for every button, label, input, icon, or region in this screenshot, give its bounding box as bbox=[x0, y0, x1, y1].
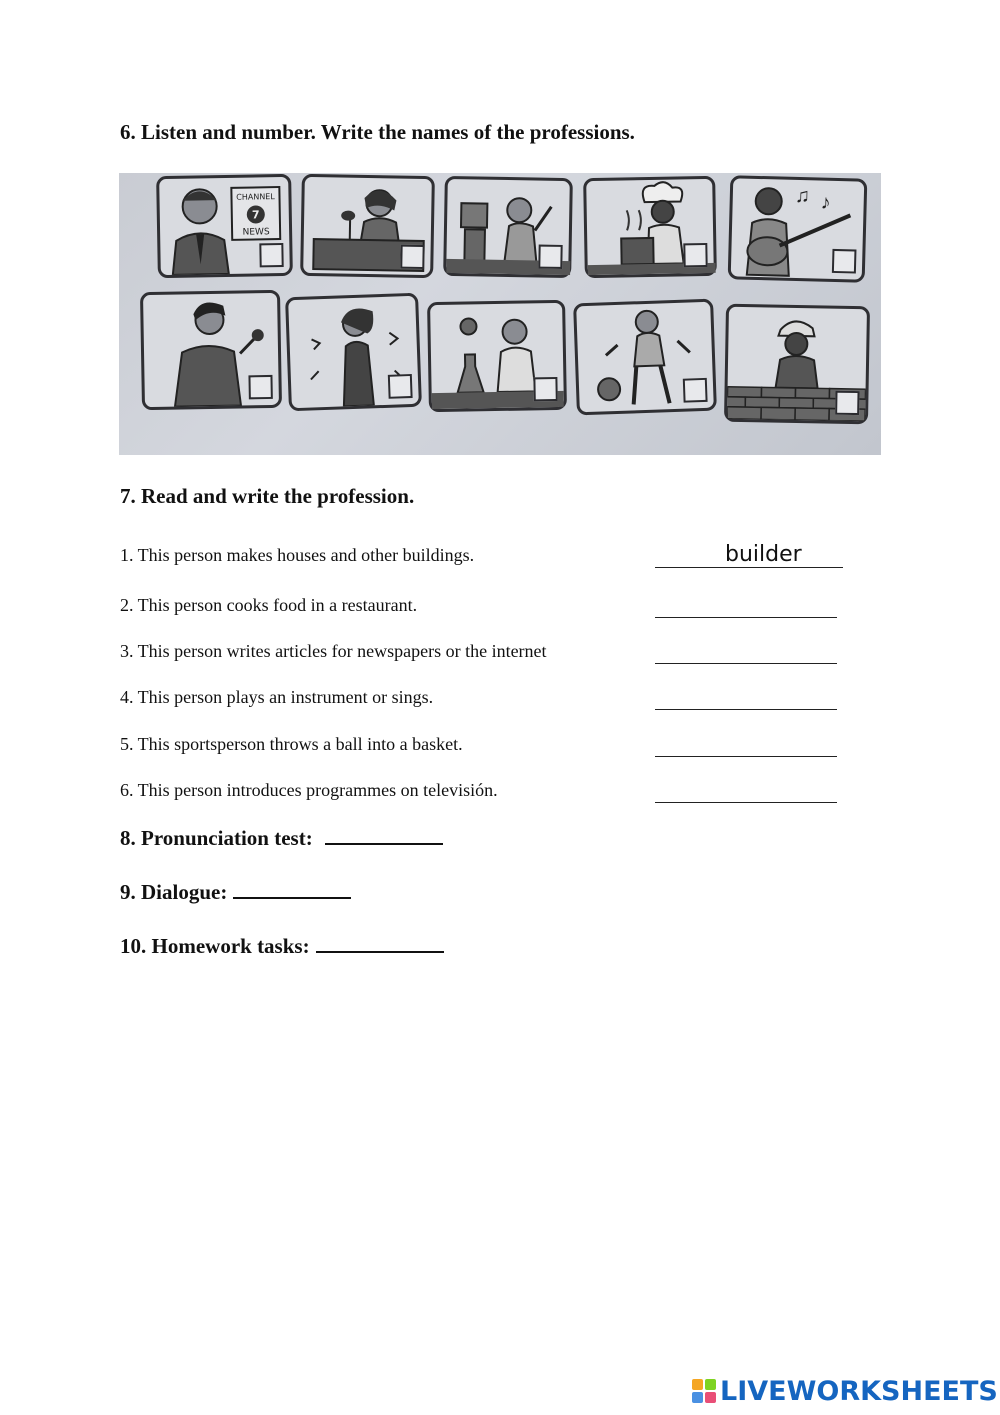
basketball-player-panel bbox=[573, 299, 717, 416]
builder-panel bbox=[724, 304, 870, 424]
number-box[interactable] bbox=[533, 377, 557, 401]
channel-logo-number: 7 bbox=[251, 208, 260, 222]
dialogue-blank[interactable] bbox=[233, 895, 351, 899]
number-box[interactable] bbox=[400, 245, 424, 269]
answer-field-4[interactable] bbox=[655, 683, 837, 710]
actress-panel bbox=[285, 293, 422, 412]
logo-text: LIVEWORKSHEETS bbox=[720, 1375, 998, 1407]
number-box[interactable] bbox=[832, 249, 857, 274]
number-box[interactable] bbox=[683, 378, 708, 403]
question-text: 2. This person cooks food in a restaurant. bbox=[120, 595, 418, 615]
section-10-title: 10. Homework tasks: bbox=[120, 934, 310, 958]
question-row-2 bbox=[120, 590, 850, 620]
question-row-4 bbox=[120, 682, 850, 712]
number-box[interactable] bbox=[835, 391, 859, 415]
section-7-title: 7. Read and write the profession. bbox=[120, 484, 415, 508]
answer-field-3[interactable] bbox=[655, 637, 837, 664]
question-row-1 bbox=[120, 540, 850, 570]
scientist-panel bbox=[427, 300, 567, 412]
pronunciation-blank[interactable] bbox=[325, 841, 443, 845]
number-box[interactable] bbox=[248, 375, 272, 399]
section-8-title: 8. Pronunciation test: bbox=[120, 826, 313, 850]
guitarist-panel bbox=[728, 175, 868, 283]
question-row-5 bbox=[120, 729, 850, 759]
channel-logo-bottom: NEWS bbox=[242, 227, 270, 238]
homework-blank[interactable] bbox=[316, 949, 444, 953]
question-text: 3. This person writes articles for newspapers or the internet bbox=[120, 641, 547, 661]
question-text: 5. This sportsperson throws a ball into a basket. bbox=[120, 734, 463, 754]
answer-text: builder bbox=[725, 542, 802, 567]
section-9-row bbox=[120, 880, 351, 905]
question-text: 1. This person makes houses and other buildings. bbox=[120, 545, 475, 565]
question-text: 4. This person plays an instrument or sings. bbox=[120, 687, 434, 707]
svg-text:♪: ♪ bbox=[820, 191, 831, 214]
number-box[interactable] bbox=[683, 243, 707, 267]
section-10-row bbox=[120, 934, 444, 959]
number-box[interactable] bbox=[538, 245, 562, 269]
chef-panel bbox=[583, 176, 717, 278]
svg-text:♫: ♫ bbox=[794, 184, 811, 208]
logo-grid-icon bbox=[692, 1379, 716, 1403]
question-text: 6. This person introduces programmes on televisión. bbox=[120, 780, 498, 800]
newsreader-panel bbox=[156, 174, 293, 278]
inventor-panel bbox=[443, 176, 573, 278]
professions-photo bbox=[119, 173, 881, 455]
section-9-title: 9. Dialogue: bbox=[120, 880, 228, 904]
answer-field-5[interactable] bbox=[655, 730, 837, 757]
answer-field-1[interactable] bbox=[655, 537, 843, 568]
answer-field-6[interactable] bbox=[655, 776, 837, 803]
liveworksheets-logo[interactable] bbox=[692, 1376, 998, 1406]
section-8-row bbox=[120, 826, 443, 851]
reporter-panel bbox=[140, 290, 282, 410]
speaker-panel bbox=[300, 174, 435, 278]
question-row-6 bbox=[120, 775, 850, 805]
channel-logo-top: CHANNEL bbox=[236, 192, 275, 202]
number-box[interactable] bbox=[388, 374, 413, 399]
section-6-title: 6. Listen and number. Write the names of the professions. bbox=[120, 120, 635, 144]
number-box[interactable] bbox=[259, 243, 283, 267]
answer-field-2[interactable] bbox=[655, 591, 837, 618]
question-row-3 bbox=[120, 636, 850, 666]
